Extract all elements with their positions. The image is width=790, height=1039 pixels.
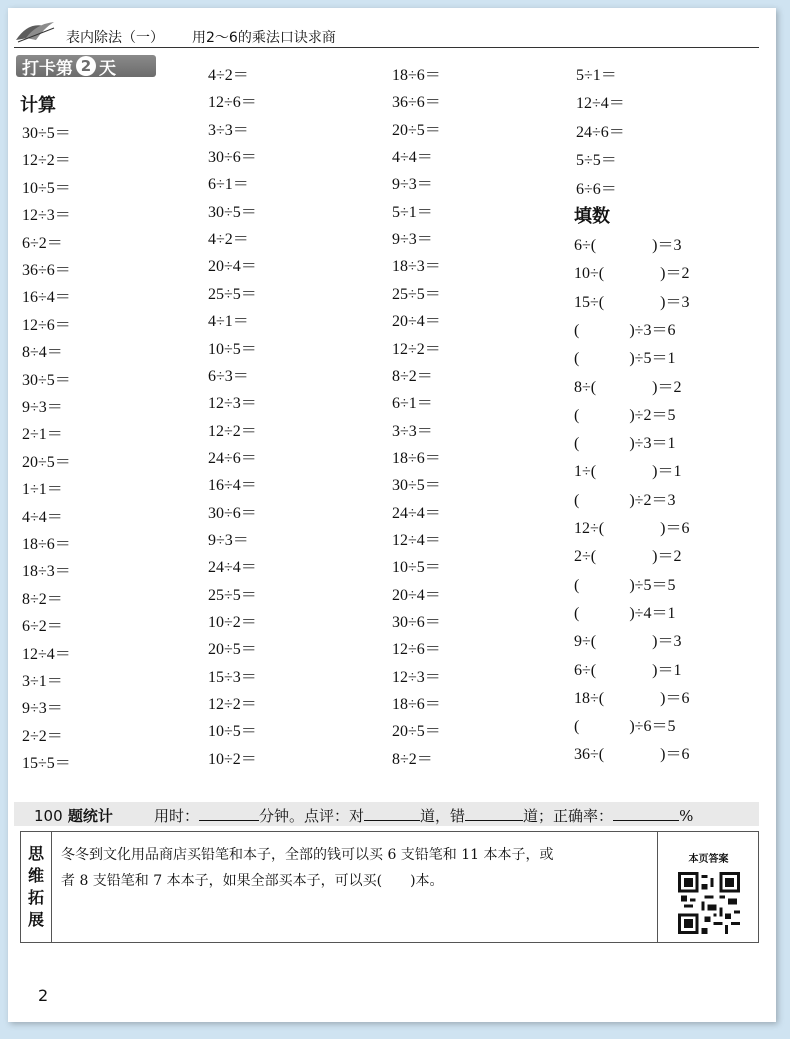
correct-input[interactable]	[364, 806, 420, 821]
calc-problem: 3÷3＝	[392, 422, 433, 440]
fill-problem-left: (	[574, 576, 580, 594]
fill-problem-right: )＝3	[660, 293, 690, 311]
calc-problem: 8÷4＝	[22, 344, 63, 362]
fill-problem	[574, 713, 675, 736]
fill-problem	[574, 430, 675, 453]
calc-problem: 18÷6＝	[392, 449, 441, 467]
answer-qr-panel	[657, 832, 759, 942]
calc-problem: 9÷3＝	[208, 531, 249, 549]
calc-problem: 1÷1＝	[22, 481, 63, 499]
calc-problem: 36÷6＝	[22, 262, 71, 279]
fill-problem	[574, 458, 681, 481]
calc-problem: 5÷5＝	[576, 152, 617, 170]
calc-problem: 3÷3＝	[208, 121, 249, 139]
calc-problem: 20÷4＝	[392, 586, 441, 604]
calc-problem: 4÷4＝	[392, 149, 433, 167]
calc-problem: 6÷3＝	[208, 367, 249, 385]
extension-label-char: 展	[27, 910, 44, 929]
fill-problem	[574, 345, 675, 368]
badge-suffix: 天	[99, 58, 116, 79]
fill-problem-right: )＝2	[660, 265, 690, 283]
fill-problem-right: )＝2	[652, 378, 682, 396]
calc-problem: 18÷6＝	[392, 67, 441, 84]
calc-problem: 30÷5＝	[208, 203, 257, 221]
qr-label: 本页答案	[688, 854, 729, 865]
fill-problem-right: )÷3＝6	[629, 321, 676, 339]
calc-problem: 12÷2＝	[208, 422, 257, 440]
calc-problem: 6÷1＝	[208, 176, 249, 194]
fill-problem-right: )＝3	[652, 633, 682, 651]
fill-problem-right: )＝3	[652, 237, 682, 254]
calc-problem: 10÷5＝	[208, 340, 257, 358]
fill-problem	[574, 260, 689, 283]
calc-problem: 30÷5＝	[392, 477, 441, 495]
calc-problem: 20÷5＝	[392, 121, 441, 139]
calc-problem: 2÷1＝	[22, 426, 63, 444]
calc-problem: 30÷6＝	[208, 504, 257, 522]
question-count	[34, 805, 113, 826]
calc-problem: 10÷5＝	[392, 559, 441, 577]
calc-problem: 3÷1＝	[22, 673, 63, 690]
fill-problem	[574, 628, 681, 651]
calc-problem: 24÷6＝	[208, 449, 257, 467]
extension-label	[21, 832, 52, 942]
fill-problem	[574, 685, 689, 708]
calc-problem: 6÷2＝	[22, 234, 63, 252]
fill-problem	[574, 232, 681, 255]
calc-problem: 9÷3＝	[392, 176, 433, 194]
calc-problem: 12÷4＝	[392, 531, 441, 549]
fill-problem-left: 6÷(	[574, 237, 597, 254]
calc-problem: 12÷3＝	[208, 395, 257, 413]
badge-prefix: 打卡第	[22, 58, 73, 79]
calc-problem: 36÷6＝	[392, 94, 441, 112]
section-fill-title: 填数	[574, 206, 610, 227]
question-count-label: 题统计	[67, 807, 113, 825]
fill-problem-left: 36÷(	[574, 746, 605, 764]
time-input[interactable]	[199, 806, 259, 821]
calc-problem: 12÷6＝	[392, 641, 441, 659]
calc-problem: 12÷4＝	[576, 95, 625, 113]
calc-problem: 9÷3＝	[22, 700, 63, 718]
calc-problem: 18÷3＝	[22, 563, 71, 581]
calc-problem: 4÷4＝	[22, 508, 63, 526]
calc-problem: 30÷5＝	[22, 125, 71, 142]
extension-label-char: 拓	[27, 888, 44, 907]
check-in-badge	[16, 55, 156, 77]
fill-problem	[574, 487, 675, 510]
calc-problem: 18÷6＝	[392, 696, 441, 714]
calc-problem: 4÷1＝	[208, 313, 249, 331]
fill-problem-left: 2÷(	[574, 548, 597, 566]
calc-problem: 20÷5＝	[208, 641, 257, 659]
fill-problem-right: )÷5＝1	[629, 350, 676, 368]
calc-problem: 6÷6＝	[576, 180, 617, 198]
calc-problem: 16÷4＝	[208, 477, 257, 495]
fill-problem	[574, 374, 681, 397]
fill-problem-left: 10÷(	[574, 265, 605, 283]
fill-problem-left: 6÷(	[574, 661, 597, 679]
fill-problem-left: (	[574, 718, 580, 736]
calc-problem: 25÷5＝	[208, 586, 257, 604]
calc-problem: 8÷2＝	[22, 590, 63, 608]
calc-problem: 24÷4＝	[392, 504, 441, 522]
calc-problem: 12÷4＝	[22, 645, 71, 663]
calc-problem: 30÷6＝	[208, 149, 257, 167]
fill-problem	[574, 402, 675, 425]
calc-problem: 25÷5＝	[392, 285, 441, 303]
stats-bar	[14, 802, 759, 826]
fill-problem-right: )÷6＝5	[629, 718, 676, 736]
time-label: 用时：	[154, 807, 200, 825]
lesson-subtitle: 用2～6的乘法口诀求商	[192, 30, 336, 46]
fill-problem-right: )÷4＝1	[629, 604, 676, 622]
wrong-input[interactable]	[465, 806, 523, 821]
fill-problem-left: 8÷(	[574, 378, 597, 396]
calc-problem: 12÷2＝	[22, 152, 71, 170]
fill-problem	[574, 741, 689, 764]
calc-problem: 4÷2＝	[208, 231, 249, 249]
calc-problem: 8÷2＝	[392, 367, 433, 385]
calc-problem: 30÷5＝	[22, 371, 71, 389]
fill-problem-left: (	[574, 491, 580, 509]
extension-label-char: 思	[27, 844, 44, 863]
calc-problem: 16÷4＝	[22, 289, 71, 307]
extension-line-2: 者 8 支铅笔和 7 本本子，如果全部买本子，可以买( )本。	[61, 873, 444, 889]
fill-problem-right: )＝1	[652, 661, 682, 679]
extension-question	[61, 842, 651, 894]
rate-input[interactable]	[613, 806, 679, 821]
thinking-extension-box	[20, 831, 759, 943]
fill-problem-left: 1÷(	[574, 463, 597, 481]
calc-problem: 9÷3＝	[392, 231, 433, 249]
chapter-title: 表内除法（一）	[66, 30, 164, 46]
calc-problem: 4÷2＝	[208, 67, 249, 84]
fill-problem-right: )＝6	[660, 520, 690, 537]
calc-problem: 5÷1＝	[576, 67, 617, 84]
calc-problem: 20÷5＝	[22, 453, 71, 471]
fill-problem	[574, 600, 675, 623]
calc-problem: 20÷4＝	[208, 258, 257, 276]
calc-problem: 18÷3＝	[392, 258, 441, 276]
fill-problem	[574, 289, 689, 312]
fill-problem-right: )＝2	[652, 548, 682, 566]
calc-problem: 20÷4＝	[392, 313, 441, 331]
calc-problem: 15÷5＝	[22, 755, 71, 773]
calc-problem: 12÷3＝	[22, 207, 71, 225]
fill-problem-left: 15÷(	[574, 293, 605, 311]
calc-problem: 10÷5＝	[208, 723, 257, 741]
wrong-label: 道，错	[420, 807, 466, 825]
rate-label: 道；正确率：	[523, 807, 614, 825]
percent-sign: %	[679, 807, 694, 825]
section-calc-title: 计算	[20, 95, 56, 116]
fill-problem-right: )＝6	[660, 746, 690, 764]
calc-problem: 30÷6＝	[392, 614, 441, 631]
fill-problem	[574, 317, 675, 340]
fill-problem	[574, 543, 681, 566]
fill-problem-right: )÷3＝1	[629, 435, 676, 453]
fill-problem	[574, 657, 681, 680]
extension-label-char: 维	[27, 866, 44, 885]
fill-problem-left: 18÷(	[574, 689, 605, 707]
extension-line-1: 冬冬到文化用品商店买铅笔和本子，全部的钱可以买 6 支铅笔和 11 本本子，或	[61, 847, 554, 863]
calc-problem: 25÷5＝	[208, 285, 257, 303]
fill-problem-left: 9÷(	[574, 633, 597, 651]
fill-problem-right: )÷2＝5	[629, 406, 676, 424]
calc-problem: 24÷4＝	[208, 559, 257, 577]
page-header	[14, 22, 759, 48]
calc-problem: 10÷5＝	[22, 179, 71, 197]
fill-problem-right: )÷5＝5	[629, 576, 676, 594]
header-rule	[14, 47, 759, 48]
calc-problem: 12÷3＝	[392, 668, 441, 686]
calc-problem: 15÷3＝	[208, 668, 257, 686]
fill-problem-left: (	[574, 406, 580, 424]
calc-problem: 6÷1＝	[392, 395, 433, 413]
minute-label: 分钟。点评：对	[259, 807, 365, 825]
calc-problem: 10÷2＝	[208, 750, 257, 768]
leaf-logo-icon	[14, 18, 58, 44]
calc-problem: 10÷2＝	[208, 614, 257, 631]
calc-problem: 8÷2＝	[392, 750, 433, 768]
fill-problem-right: )＝1	[652, 463, 682, 481]
fill-problem	[574, 515, 689, 538]
calc-problem: 18÷6＝	[22, 536, 71, 553]
calc-problem: 12÷6＝	[208, 94, 257, 112]
calc-problem: 12÷2＝	[392, 340, 441, 358]
fill-problem-right: )÷2＝3	[629, 491, 676, 509]
calc-problem: 6÷2＝	[22, 618, 63, 636]
calc-problem: 20÷5＝	[392, 723, 441, 741]
fill-problem-left: 12÷(	[574, 520, 605, 537]
calc-problem: 24÷6＝	[576, 123, 625, 141]
fill-problem-left: (	[574, 435, 580, 453]
calc-problem: 12÷6＝	[22, 316, 71, 334]
fill-problem	[574, 572, 675, 595]
question-count-number: 100	[34, 807, 63, 825]
calc-problem: 12÷2＝	[208, 696, 257, 714]
calc-problem: 5÷1＝	[392, 203, 433, 221]
calc-problem: 2÷2＝	[22, 727, 63, 745]
fill-problem-left: (	[574, 321, 580, 339]
stats-fields	[154, 805, 693, 826]
qr-code-icon[interactable]	[678, 872, 740, 934]
calc-problem: 9÷3＝	[22, 399, 63, 416]
fill-problem-left: (	[574, 604, 580, 622]
fill-problem-left: (	[574, 350, 580, 368]
badge-day-number: 2	[76, 56, 96, 76]
page-number: 2	[38, 986, 49, 1005]
fill-problem-right: )＝6	[660, 689, 690, 707]
